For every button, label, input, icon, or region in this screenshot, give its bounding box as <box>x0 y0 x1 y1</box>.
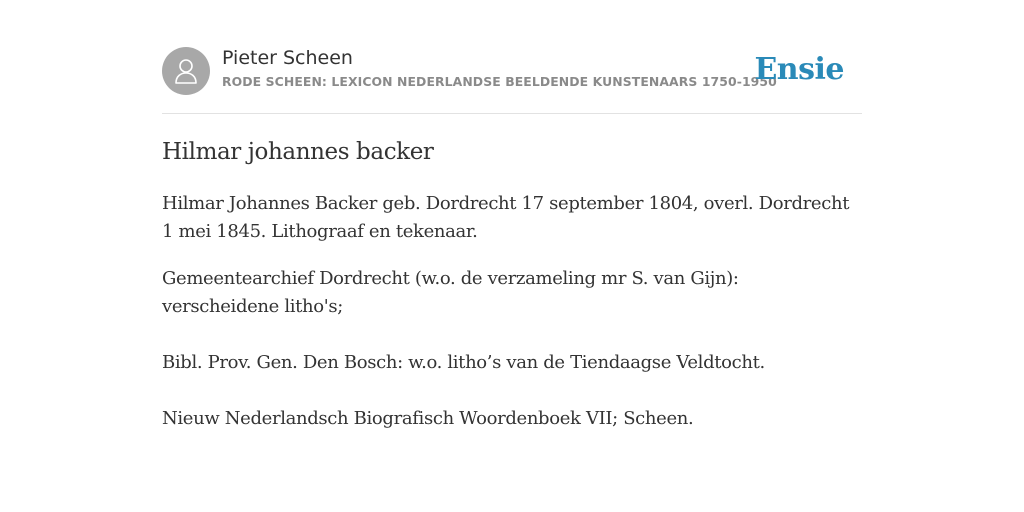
article-paragraph: Nieuw Nederlandsch Biografisch Woordenboek VII; Scheen. <box>162 408 694 429</box>
page-title: Hilmar johannes backer <box>162 139 434 165</box>
author-avatar[interactable] <box>162 47 210 95</box>
article-paragraph: Hilmar Johannes Backer geb. Dordrecht 17 september 1804, overl. Dordrecht 1 mei 1845. Lithograaf en tekenaar. <box>162 193 850 242</box>
article-paragraph: Gemeentearchief Dordrecht (w.o. de verzameling mr S. van Gijn): verscheidene litho's; <box>162 268 739 317</box>
author-name[interactable]: Pieter Scheen <box>222 47 353 69</box>
entry-header <box>162 46 862 114</box>
source-title[interactable]: RODE SCHEEN: LEXICON NEDERLANDSE BEELDENDE KUNSTENAARS 1750-1950 <box>222 74 777 89</box>
user-icon <box>173 57 199 85</box>
article-paragraph: Bibl. Prov. Gen. Den Bosch: w.o. litho’s van de Tiendaagse Veldtocht. <box>162 352 765 373</box>
article-body <box>162 134 852 433</box>
ensie-logo[interactable]: Ensie <box>754 52 844 87</box>
